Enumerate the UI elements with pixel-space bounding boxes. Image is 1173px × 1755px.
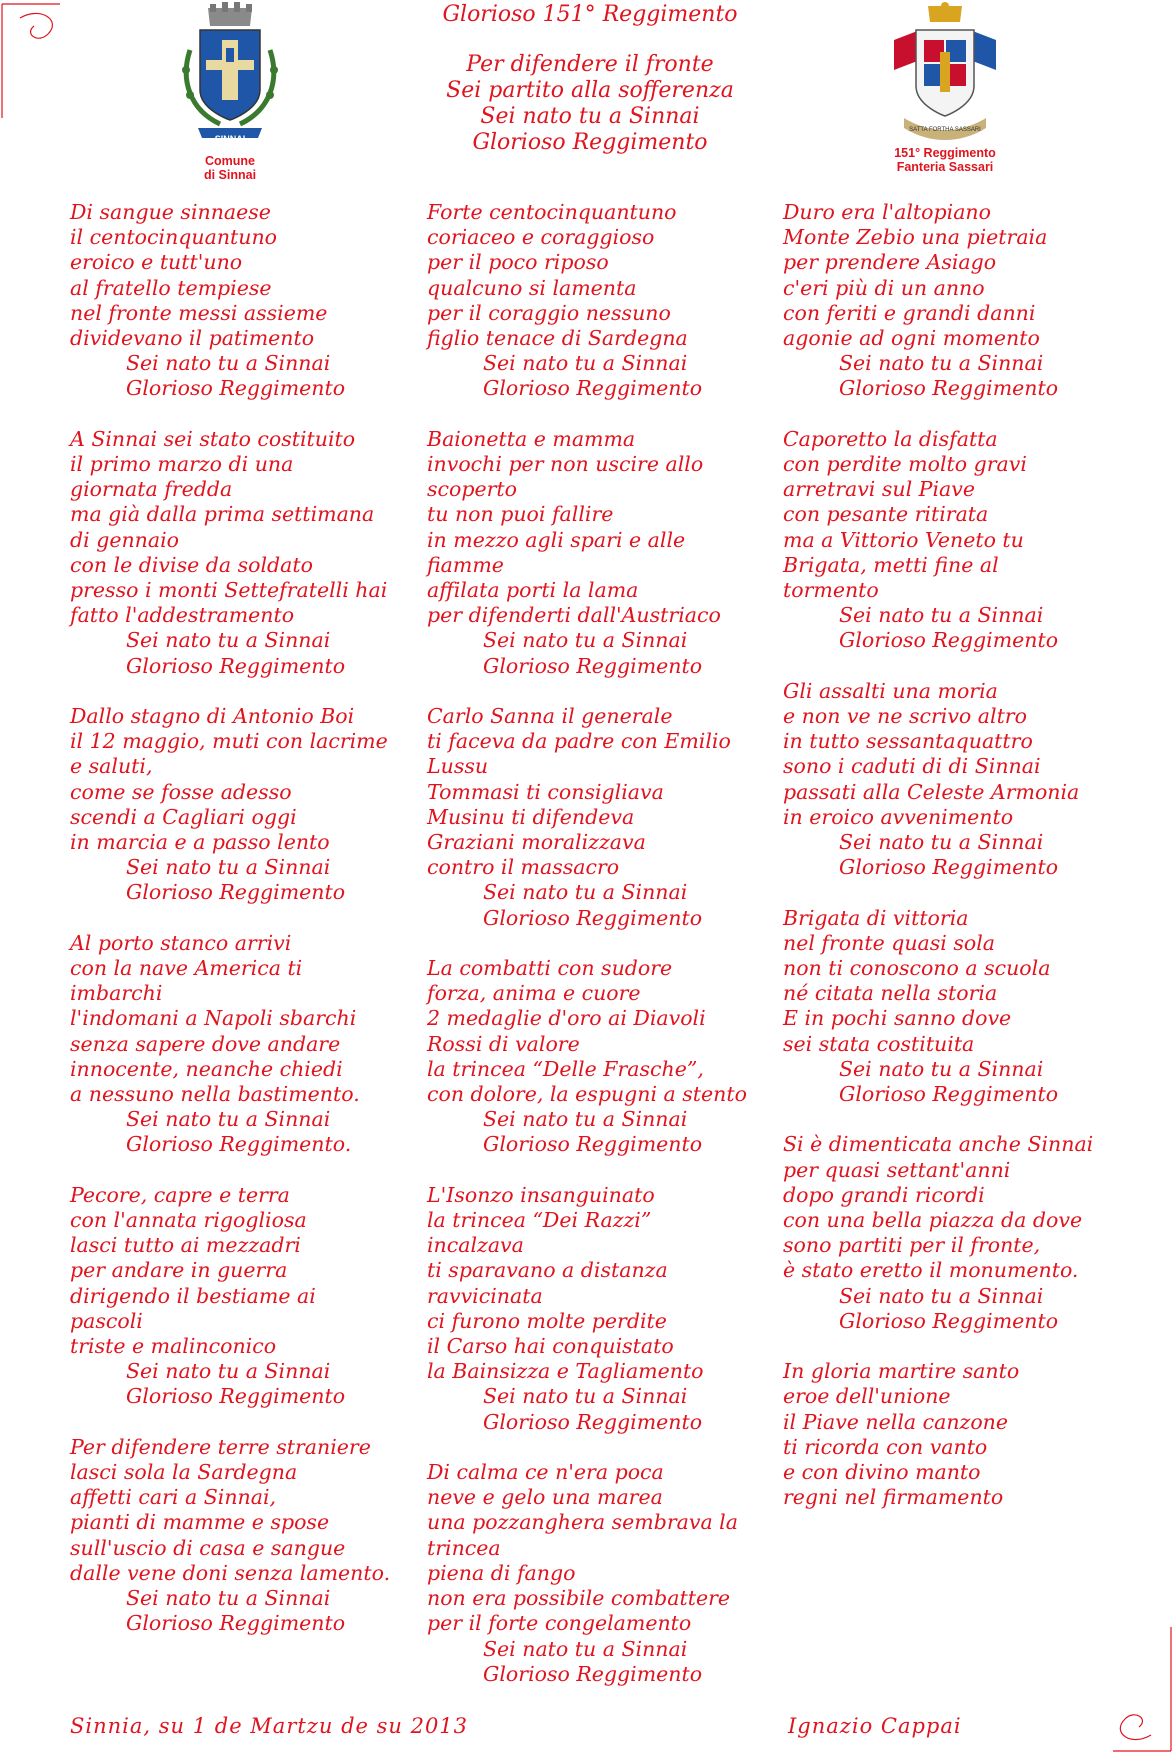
verse-line: A Sinnai sei stato costituito bbox=[70, 426, 356, 451]
stanza bbox=[70, 1435, 410, 1637]
verse-line: figlio tenace di Sardegna bbox=[427, 326, 688, 351]
verse-line: ma già dalla prima settimana bbox=[70, 502, 375, 527]
stanza bbox=[70, 931, 410, 1158]
chorus-line: Sei nato tu a Sinnai bbox=[483, 1384, 688, 1409]
stanza bbox=[427, 1460, 767, 1687]
verse-line: nel fronte quasi sola bbox=[783, 930, 996, 955]
poem-header bbox=[380, 0, 800, 156]
stanza bbox=[70, 200, 410, 402]
verse-line: trincea bbox=[427, 1535, 501, 1560]
stanza bbox=[427, 427, 767, 679]
verse-line: con l'annata rigogliosa bbox=[70, 1208, 307, 1233]
verse-line: nel fronte messi assieme bbox=[70, 300, 328, 325]
chorus-line: Sei nato tu a Sinnai bbox=[483, 351, 688, 376]
verse-line: Tommasi ti consigliava bbox=[427, 779, 664, 804]
verse-line: forza, anima e cuore bbox=[427, 981, 641, 1006]
verse-line: dirigendo il bestiame ai bbox=[70, 1283, 316, 1308]
verse-line: Carlo Sanna il generale bbox=[427, 704, 673, 729]
logo-caption-line: 151° Reggimento bbox=[894, 146, 996, 160]
verse-line: non ti conoscono a scuola bbox=[783, 956, 1051, 981]
stanza bbox=[70, 1183, 410, 1410]
verse-line: Gli assalti una moria bbox=[783, 678, 998, 703]
verse-line: senza sapere dove andare bbox=[70, 1031, 341, 1056]
verse-line: per difenderti dall'Austriaco bbox=[427, 603, 721, 628]
verse-line: pascoli bbox=[70, 1308, 143, 1333]
verse-line: come se fosse adesso bbox=[70, 779, 292, 804]
author-signature: Ignazio Cappai bbox=[788, 1714, 962, 1738]
chorus-line: Glorioso Reggimento. bbox=[126, 1132, 352, 1157]
verse-line: Al porto stanco arrivi bbox=[70, 930, 292, 955]
verse-line: al fratello tempiese bbox=[70, 275, 272, 300]
verse-line: passati alla Celeste Armonia bbox=[783, 779, 1080, 804]
verse-line: Pecore, capre e terra bbox=[70, 1182, 290, 1207]
stanza bbox=[427, 200, 767, 402]
verse-line: innocente, neanche chiedi bbox=[70, 1056, 343, 1081]
verse-line: neve e gelo una marea bbox=[427, 1485, 663, 1510]
chorus-line: Glorioso Reggimento bbox=[839, 376, 1059, 401]
verse-line: per il forte congelamento bbox=[427, 1611, 692, 1636]
chorus-line: Sei nato tu a Sinnai bbox=[839, 1283, 1044, 1308]
verse-line: lasci sola la Sardegna bbox=[70, 1460, 298, 1485]
logo-151-reggimento bbox=[880, 0, 1010, 174]
verse-line: scendi a Cagliari oggi bbox=[70, 804, 297, 829]
intro-line: Sei partito alla sofferenza bbox=[446, 78, 734, 103]
verse-line: con pesante ritirata bbox=[783, 502, 989, 527]
stanza bbox=[70, 427, 410, 679]
verse-line: Brigata di vittoria bbox=[783, 905, 969, 930]
verse-line: fatto l'addestramento bbox=[70, 603, 295, 628]
verse-line: contro il massacro bbox=[427, 855, 620, 880]
verse-line: per il coraggio nessuno bbox=[427, 300, 671, 325]
stanza bbox=[783, 906, 1143, 1108]
chorus-line: Sei nato tu a Sinnai bbox=[483, 628, 688, 653]
chorus-line: Sei nato tu a Sinnai bbox=[126, 351, 331, 376]
verse-line: tormento bbox=[783, 578, 879, 603]
verse-line: Monte Zebio una pietraia bbox=[783, 225, 1048, 250]
chorus-line: Glorioso Reggimento bbox=[483, 1661, 703, 1686]
verse-line: non era possibile combattere bbox=[427, 1586, 731, 1611]
intro-line: Glorioso Reggimento bbox=[472, 130, 708, 155]
verse-line: Brigata, metti fine al bbox=[783, 552, 999, 577]
poem-title: Glorioso 151° Reggimento bbox=[442, 2, 738, 27]
verse-line: affilata porti la lama bbox=[427, 578, 639, 603]
verse-line: triste e malinconico bbox=[70, 1334, 277, 1359]
chorus-line: Sei nato tu a Sinnai bbox=[126, 855, 331, 880]
verse-line: Baionetta e mamma bbox=[427, 426, 636, 451]
verse-line: Lussu bbox=[427, 754, 489, 779]
logo-comune-sinnai bbox=[170, 0, 290, 182]
poem-column-2 bbox=[427, 200, 767, 1712]
verse-line: eroico e tutt'uno bbox=[70, 250, 243, 275]
chorus-line: Glorioso Reggimento bbox=[483, 653, 703, 678]
verse-line: Rossi di valore bbox=[427, 1031, 580, 1056]
verse-line: dopo grandi ricordi bbox=[783, 1182, 985, 1207]
verse-line: In gloria martire santo bbox=[783, 1359, 1020, 1384]
chorus-line: Glorioso Reggimento bbox=[126, 880, 346, 905]
verse-line: è stato eretto il monumento. bbox=[783, 1258, 1079, 1283]
chorus-line: Sei nato tu a Sinnai bbox=[126, 628, 331, 653]
chorus-line: Glorioso Reggimento bbox=[483, 905, 703, 930]
verse-line: con una bella piazza da dove bbox=[783, 1208, 1083, 1233]
verse-line: il Piave nella canzone bbox=[783, 1409, 1008, 1434]
chorus-line: Glorioso Reggimento bbox=[839, 855, 1059, 880]
poem-column-3 bbox=[783, 200, 1143, 1536]
verse-line: lasci tutto ai mezzadri bbox=[70, 1233, 301, 1258]
chorus-line: Glorioso Reggimento bbox=[839, 628, 1059, 653]
verse-line: La combatti con sudore bbox=[427, 956, 673, 981]
logo-caption-line: Comune bbox=[205, 154, 255, 168]
chorus-line: Glorioso Reggimento bbox=[126, 653, 346, 678]
verse-line: Graziani moralizzava bbox=[427, 830, 646, 855]
verse-line: con perdite molto gravi bbox=[783, 452, 1027, 477]
verse-line: sono i caduti di di Sinnai bbox=[783, 754, 1041, 779]
chorus-line: Sei nato tu a Sinnai bbox=[483, 1636, 688, 1661]
chorus-line: Sei nato tu a Sinnai bbox=[839, 603, 1044, 628]
verse-line: in marcia e a passo lento bbox=[70, 830, 330, 855]
verse-line: di gennaio bbox=[70, 527, 179, 552]
verse-line: in eroico avvenimento bbox=[783, 804, 1014, 829]
verse-line: e saluti, bbox=[70, 754, 153, 779]
verse-line: per prendere Asiago bbox=[783, 250, 997, 275]
verse-line: dividevano il patimento bbox=[70, 326, 315, 351]
chorus-line: Glorioso Reggimento bbox=[839, 1308, 1059, 1333]
verse-line: presso i monti Settefratelli hai bbox=[70, 578, 388, 603]
verse-line: sei stata costituita bbox=[783, 1031, 975, 1056]
verse-line: né citata nella storia bbox=[783, 981, 998, 1006]
verse-line: con la nave America ti bbox=[70, 956, 303, 981]
chorus-line: Sei nato tu a Sinnai bbox=[839, 830, 1044, 855]
verse-line: a nessuno nella bastimento. bbox=[70, 1082, 360, 1107]
chorus-line: Sei nato tu a Sinnai bbox=[839, 1056, 1044, 1081]
verse-line: in tutto sessantaquattro bbox=[783, 729, 1033, 754]
corner-flourish-icon bbox=[1103, 1625, 1173, 1755]
stanza bbox=[427, 1183, 767, 1435]
verse-line: imbarchi bbox=[70, 981, 163, 1006]
verse-line: Per difendere terre straniere bbox=[70, 1434, 371, 1459]
stanza bbox=[783, 427, 1143, 654]
stanza bbox=[783, 1132, 1143, 1334]
sinnai-coat-of-arms-icon bbox=[170, 0, 290, 150]
verse-line: con le divise da soldato bbox=[70, 552, 313, 577]
verse-line: pianti di mamme e spose bbox=[70, 1510, 330, 1535]
chorus-line: Sei nato tu a Sinnai bbox=[483, 1107, 688, 1132]
verse-line: arretravi sul Piave bbox=[783, 477, 975, 502]
place-date: Sinnia, su 1 de Martzu de su 2013 bbox=[70, 1714, 469, 1738]
verse-line: con feriti e grandi danni bbox=[783, 300, 1036, 325]
chorus-line: Sei nato tu a Sinnai bbox=[839, 351, 1044, 376]
regiment-motto: SATTA FORTHA SASSARI bbox=[909, 127, 981, 133]
verse-line: qualcuno si lamenta bbox=[427, 275, 637, 300]
verse-line: ti sparavano a distanza bbox=[427, 1258, 668, 1283]
verse-line: ti ricorda con vanto bbox=[783, 1434, 988, 1459]
chorus-line: Glorioso Reggimento bbox=[839, 1082, 1059, 1107]
verse-line: Di calma ce n'era poca bbox=[427, 1460, 664, 1485]
verse-line: piena di fango bbox=[427, 1560, 576, 1585]
verse-line: con dolore, la espugni a stento bbox=[427, 1082, 747, 1107]
verse-line: Si è dimenticata anche Sinnai bbox=[783, 1132, 1094, 1157]
verse-line: la trincea “Delle Frasche”, bbox=[427, 1056, 704, 1081]
intro-line: Sei nato tu a Sinnai bbox=[480, 104, 700, 129]
verse-line: dalle vene doni senza lamento. bbox=[70, 1560, 391, 1585]
verse-line: l'indomani a Napoli sbarchi bbox=[70, 1006, 357, 1031]
chorus-line: Sei nato tu a Sinnai bbox=[126, 1107, 331, 1132]
verse-line: il Carso hai conquistato bbox=[427, 1334, 674, 1359]
verse-line: incalzava bbox=[427, 1233, 524, 1258]
stanza bbox=[783, 1359, 1143, 1510]
verse-line: giornata fredda bbox=[70, 477, 233, 502]
verse-line: E in pochi sanno dove bbox=[783, 1006, 1012, 1031]
stanza bbox=[783, 679, 1143, 881]
verse-line: il primo marzo di una bbox=[70, 452, 294, 477]
verse-line: invochi per non uscire allo bbox=[427, 452, 704, 477]
verse-line: Dallo stagno di Antonio Boi bbox=[70, 704, 355, 729]
verse-line: agonie ad ogni momento bbox=[783, 326, 1040, 351]
chorus-line: Glorioso Reggimento bbox=[483, 1409, 703, 1434]
verse-line: ravvicinata bbox=[427, 1283, 543, 1308]
stanza bbox=[427, 704, 767, 931]
chorus-line: Glorioso Reggimento bbox=[126, 1611, 346, 1636]
chorus-line: Glorioso Reggimento bbox=[483, 1132, 703, 1157]
chorus-line: Sei nato tu a Sinnai bbox=[126, 1359, 331, 1384]
verse-line: per quasi settant'anni bbox=[783, 1157, 1011, 1182]
verse-line: la Bainsizza e Tagliamento bbox=[427, 1359, 704, 1384]
logo-caption-line: Fanteria Sassari bbox=[896, 160, 994, 174]
verse-line: Di sangue sinnaese bbox=[70, 200, 271, 224]
verse-line: 2 medaglie d'oro ai Diavoli bbox=[427, 1006, 706, 1031]
verse-line: fiamme bbox=[427, 552, 504, 577]
corner-flourish-icon bbox=[0, 0, 70, 120]
verse-line: una pozzanghera sembrava la bbox=[427, 1510, 738, 1535]
verse-line: e non ve ne scrivo altro bbox=[783, 704, 1027, 729]
regiment-coat-of-arms-icon bbox=[880, 0, 1010, 150]
verse-line: Musinu ti difendeva bbox=[427, 804, 635, 829]
verse-line: tu non puoi fallire bbox=[427, 502, 614, 527]
stanza bbox=[783, 200, 1143, 402]
verse-line: affetti cari a Sinnai, bbox=[70, 1485, 277, 1510]
stanza bbox=[427, 956, 767, 1158]
verse-line: sono partiti per il fronte, bbox=[783, 1233, 1041, 1258]
intro-stanza bbox=[380, 52, 800, 156]
logo-caption-line: di Sinnai bbox=[203, 168, 257, 182]
verse-line: il centocinquantuno bbox=[70, 225, 278, 250]
verse-line: Forte centocinquantuno bbox=[427, 200, 677, 224]
chorus-line: Sei nato tu a Sinnai bbox=[483, 880, 688, 905]
verse-line: ci furono molte perdite bbox=[427, 1308, 667, 1333]
intro-line: Per difendere il fronte bbox=[466, 52, 714, 77]
verse-line: il 12 maggio, muti con lacrime bbox=[70, 729, 388, 754]
verse-line: L'Isonzo insanguinato bbox=[427, 1182, 655, 1207]
verse-line: la trincea “Dei Razzi” bbox=[427, 1208, 652, 1233]
chorus-line: Glorioso Reggimento bbox=[126, 376, 346, 401]
verse-line: coriaceo e coraggioso bbox=[427, 225, 655, 250]
verse-line: regni nel firmamento bbox=[783, 1485, 1004, 1510]
poem-column-1 bbox=[70, 200, 410, 1662]
stanza bbox=[70, 704, 410, 906]
chorus-line: Sei nato tu a Sinnai bbox=[126, 1586, 331, 1611]
verse-line: in mezzo agli spari e alle bbox=[427, 527, 686, 552]
verse-line: ma a Vittorio Veneto tu bbox=[783, 527, 1024, 552]
verse-line: ti faceva da padre con Emilio bbox=[427, 729, 731, 754]
verse-line: c'eri più di un anno bbox=[783, 275, 985, 300]
chorus-line: Glorioso Reggimento bbox=[483, 376, 703, 401]
verse-line: Duro era l'altopiano bbox=[783, 200, 991, 224]
verse-line: Caporetto la disfatta bbox=[783, 426, 998, 451]
verse-line: sull'uscio di casa e sangue bbox=[70, 1535, 346, 1560]
verse-line: eroe dell'unione bbox=[783, 1384, 951, 1409]
verse-line: e con divino manto bbox=[783, 1460, 981, 1485]
logo-ribbon-text: SINNAI bbox=[214, 134, 246, 144]
verse-line: per il poco riposo bbox=[427, 250, 609, 275]
verse-line: per andare in guerra bbox=[70, 1258, 288, 1283]
chorus-line: Glorioso Reggimento bbox=[126, 1384, 346, 1409]
verse-line: scoperto bbox=[427, 477, 517, 502]
